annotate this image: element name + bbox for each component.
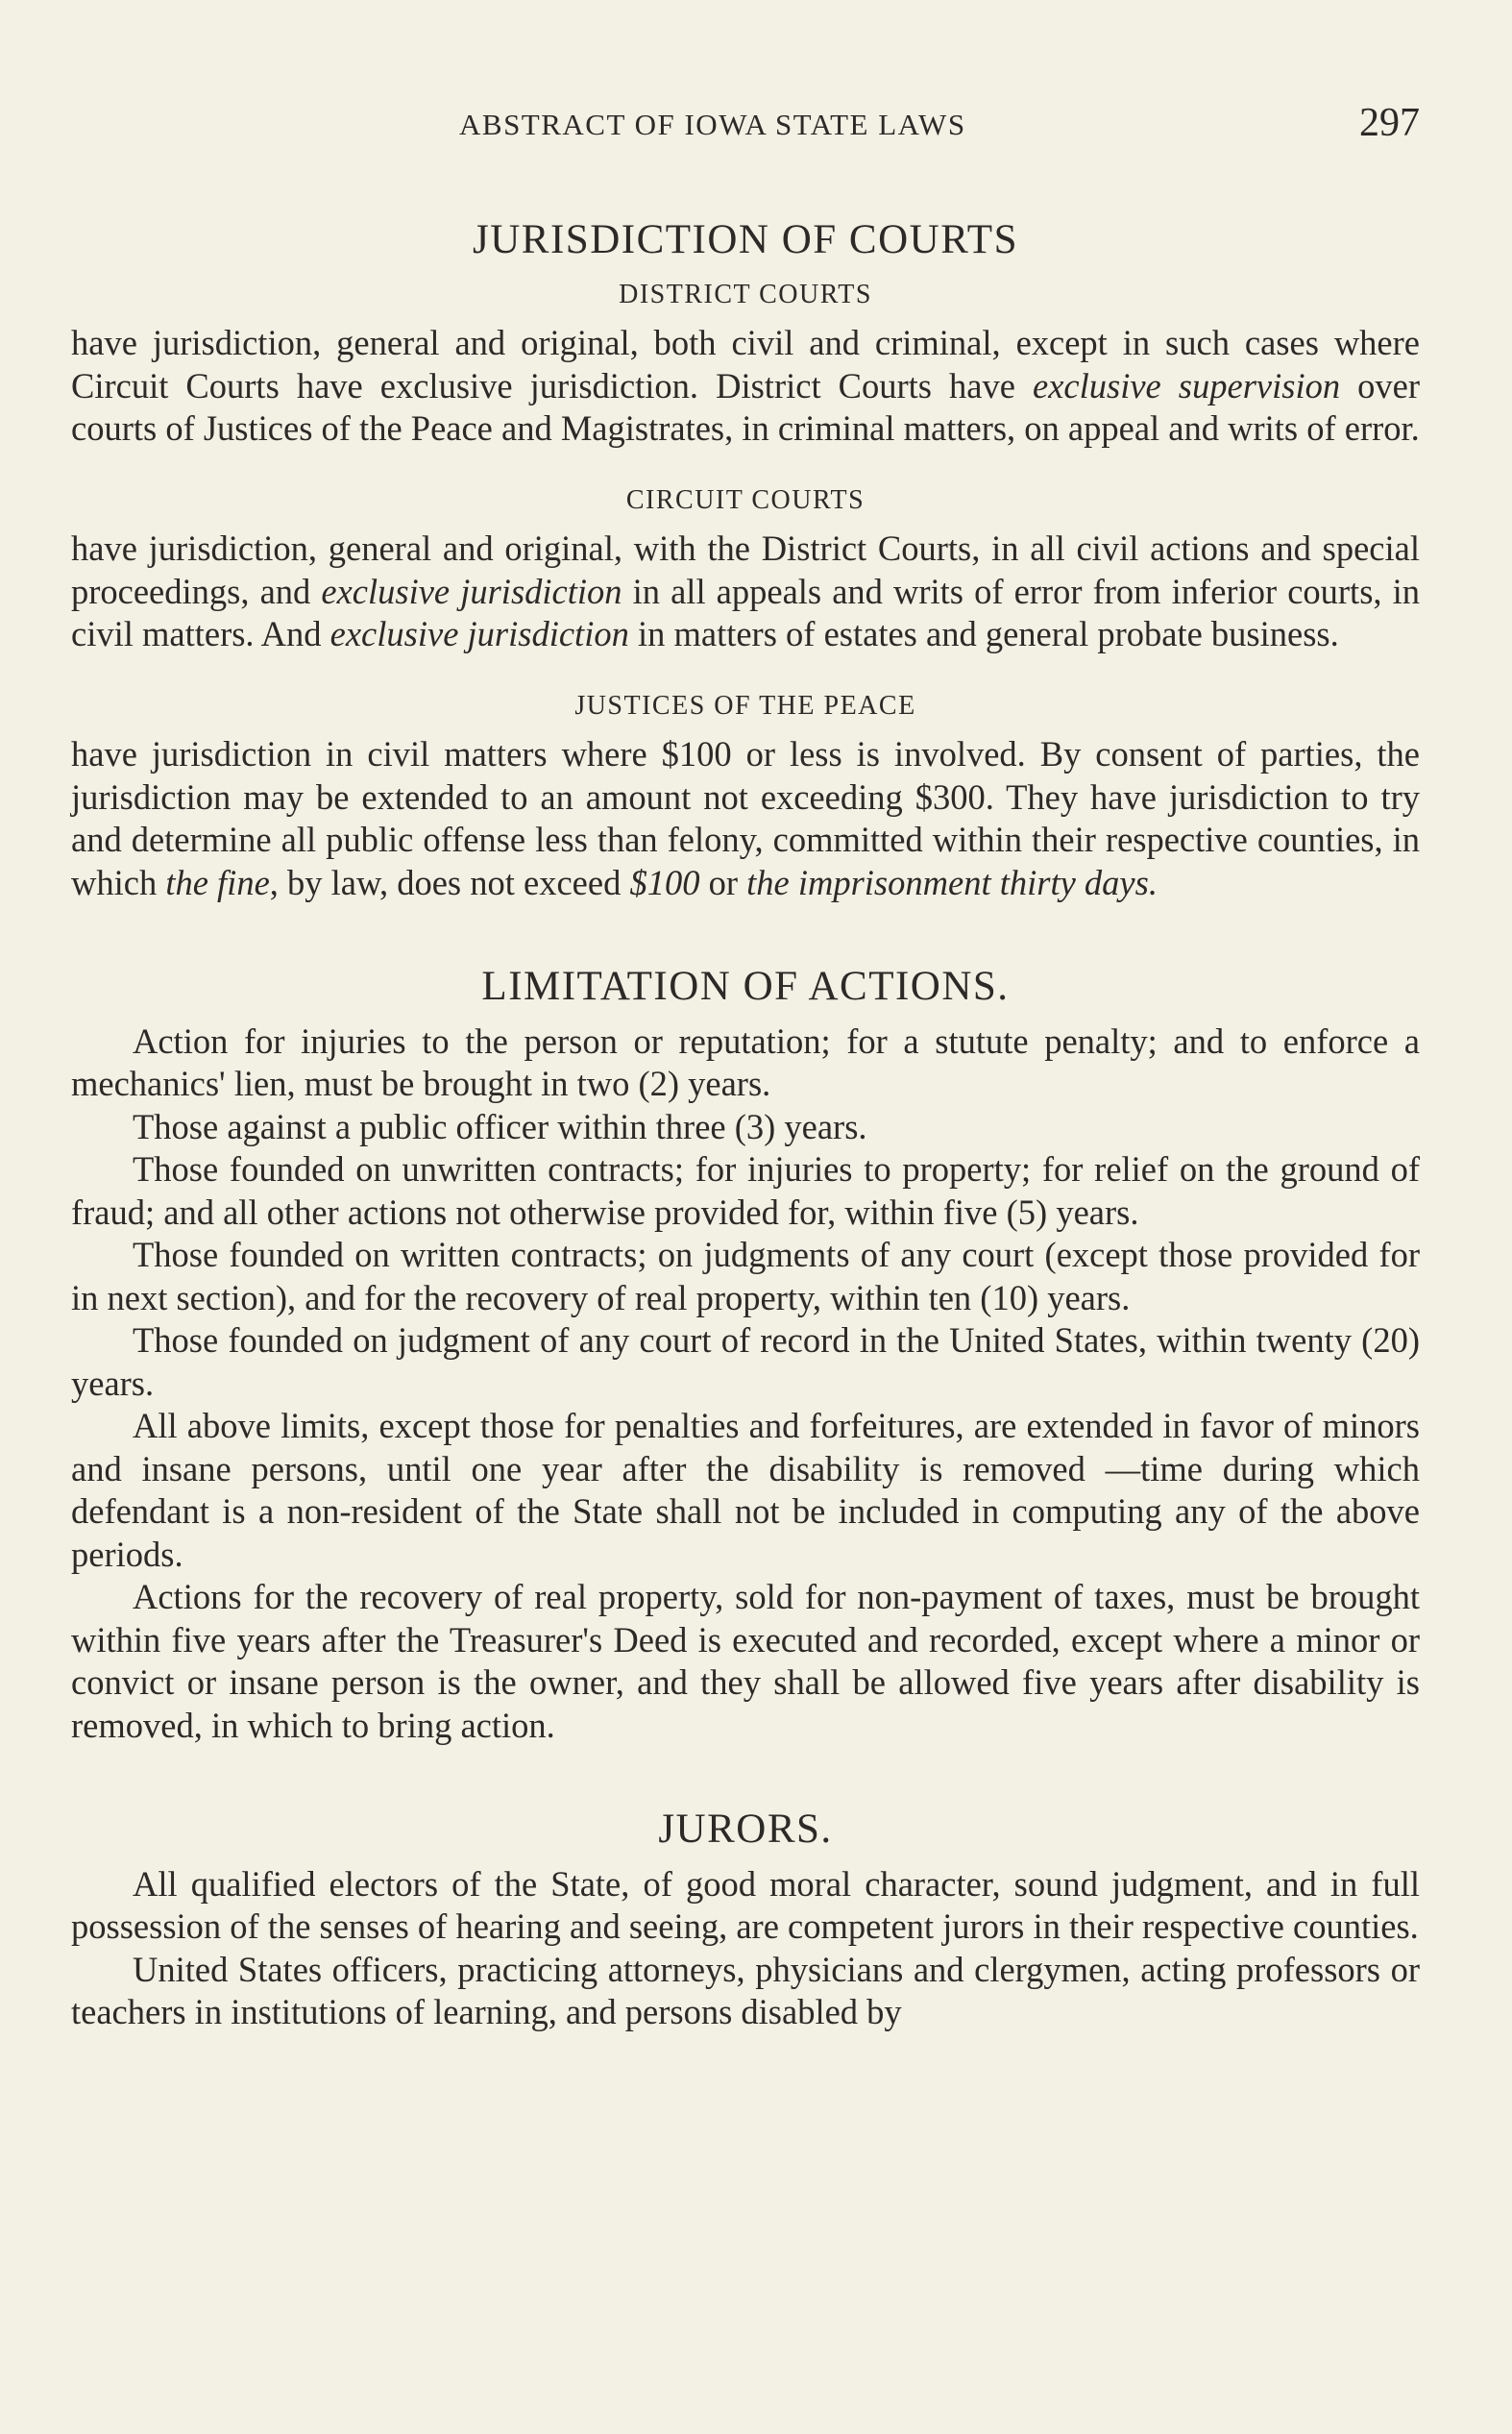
text-run: or xyxy=(699,862,747,902)
jurors-paragraph: United States officers, practicing attorneys, physicians and clergymen, acting professors or teachers in institutions of learning, and persons disabled by xyxy=(71,1949,1420,2031)
paragraph-circuit-courts xyxy=(71,528,1420,656)
text-run: in matters of estates and general probate business. xyxy=(628,614,1339,653)
italic-run: the imprisonment thirty days. xyxy=(746,862,1158,902)
jurors-paragraph: All qualified electors of the State, of good moral character, sound judgment, and in full possession of the senses of hearing and seeing, are competent jurors in their respective counties. xyxy=(71,1863,1420,1946)
paragraph-district-courts xyxy=(71,322,1420,451)
limitation-paragraph: Those against a public officer within three (3) years. xyxy=(133,1106,867,1146)
limitation-paragraph: Action for injuries to the person or reputation; for a stutute penalty; and to enforce a mechanics' lien, must be brought in two (2) years. xyxy=(71,1020,1420,1103)
subheading-district-courts: DISTRICT COURTS xyxy=(619,279,872,309)
text-run: have jurisdiction, general and original, with the District Courts, in all civil actions and special proceedings, and xyxy=(71,529,1420,611)
page-body xyxy=(71,219,1420,2034)
section-title-limitation: LIMITATION OF ACTIONS. xyxy=(481,964,1010,1009)
subheading-circuit-courts: CIRCUIT COURTS xyxy=(625,484,866,515)
page-number: 297 xyxy=(1359,101,1420,145)
limitation-paragraph: All above limits, except those for penalties and forfeitures, are extended in favor of minors and insane persons, until one year after the disability is removed —time during which defendant is a non-resident of the State shall not be included in computing any of the above periods. xyxy=(71,1406,1420,1574)
text-run: , by law, does not exceed xyxy=(269,862,630,902)
italic-run: the fine xyxy=(165,862,270,902)
section-title-jurors: JURORS. xyxy=(658,1807,833,1852)
italic-run: exclusive jurisdiction xyxy=(329,614,629,653)
text-run: over courts of Justices of the Peace and Magistrates, in criminal matters, on appeal and writs of error. xyxy=(71,365,1421,448)
section-title-jurisdiction: JURISDICTION OF COURTS xyxy=(473,217,1018,262)
limitation-paragraph: Those founded on unwritten contracts; for injuries to property; for relief on the ground of fraud; and all other actions not otherwise provided for, within five (5) years. xyxy=(71,1149,1420,1232)
italic-run: exclusive supervision xyxy=(1033,365,1341,406)
subheading-justices-of-the-peace: JUSTICES OF THE PEACE xyxy=(574,690,916,721)
running-title: ABSTRACT OF IOWA STATE LAWS xyxy=(459,108,966,141)
text-run: have jurisdiction in civil matters where $100 or less is involved. By consent of parties, the jurisdiction may be extended to an amount not exceeding $300. They have jurisdiction to try and determine all public offense less than felony, committed within their respective counties, in which xyxy=(71,734,1420,902)
limitation-paragraph: Those founded on judgment of any court of record in the United States, within twenty (20) years. xyxy=(71,1320,1420,1403)
text-run: in all appeals and writs of error from inferior courts, in civil matters. And xyxy=(71,571,1421,653)
italic-run: exclusive jurisdiction xyxy=(321,571,622,611)
running-header xyxy=(0,101,1512,156)
paragraph-justices-of-the-peace xyxy=(71,733,1420,904)
limitation-paragraph: Those founded on written contracts; on judgments of any court (except those provided for in next section), and for the recovery of real property, within ten (10) years. xyxy=(71,1235,1420,1317)
text-run: have jurisdiction, general and original, both civil and criminal, except in such cases where Circuit Courts have exclusive jurisdiction. District Courts have xyxy=(71,323,1420,406)
limitation-paragraph: Actions for the recovery of real property, sold for non-payment of taxes, must be brought within five years after the Treasurer's Deed is executed and recorded, except where a minor or convict or insane person is the owner, and they shall be allowed five years after disability is removed, in which to bring action. xyxy=(71,1577,1420,1745)
italic-run: $100 xyxy=(629,862,700,902)
